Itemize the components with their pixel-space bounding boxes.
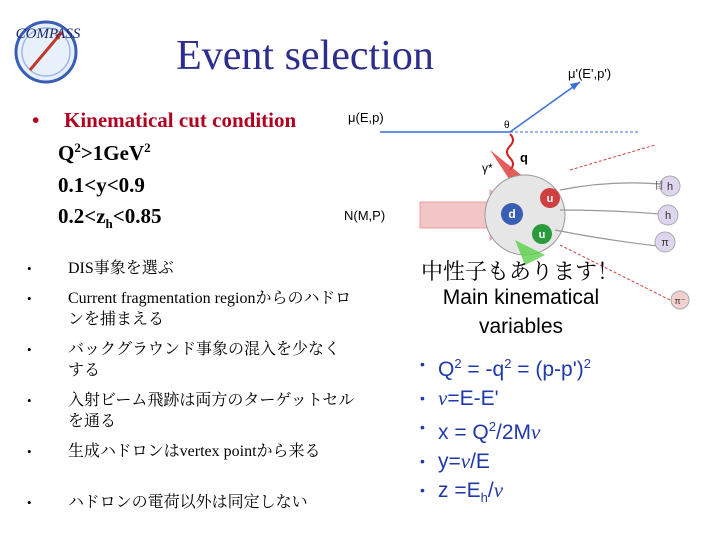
main-variables-heading: Main kinematical variables	[442, 286, 600, 338]
pion-label: π	[661, 237, 669, 249]
kinematic-heading-text: Kinematical cut condition	[64, 108, 297, 132]
mu-out-label: μ'(E',p')	[568, 66, 612, 81]
side-note: 中性子もあります！	[421, 260, 620, 285]
hadron-h2-label: h	[664, 210, 672, 222]
list-item: • $Q^2 = -q^2 = (p-p')^2$	[420, 356, 591, 381]
list-item: • バックグラウンド事象の混入を少なくする	[27, 341, 341, 379]
list-item: • DIS事象を選ぶ	[27, 260, 174, 277]
pion-minus-label: π⁻	[674, 296, 686, 306]
quark-u1-label: u	[546, 193, 554, 205]
main-variables-list	[420, 350, 591, 512]
outgoing-muon-line	[510, 82, 580, 132]
gamma-label: γ*	[482, 161, 493, 175]
logo-text: COMPASS	[15, 26, 81, 42]
compass-logo-icon	[8, 8, 88, 88]
list-item: • Current fragmentation regionからのハドロンを捕まえる	[27, 290, 352, 328]
condition-q2: $Q^2>1GeV^2$	[58, 140, 151, 165]
list-item: • $z =E_h/v$	[420, 478, 504, 506]
notes-list	[25, 258, 355, 513]
condition-y: 0.1<y<0.9	[58, 173, 145, 197]
kinematic-heading	[32, 108, 296, 133]
fragment-label: 目	[654, 181, 664, 192]
list-item: • ハドロンの電荷以外は同定しない	[27, 494, 308, 511]
list-item: • v=E-E'	[420, 386, 499, 410]
theta-label: θ	[504, 120, 510, 131]
compass-logo	[8, 8, 88, 88]
mu-in-label: μ(E,p)	[348, 110, 384, 125]
quark-u2-label: u	[538, 229, 546, 241]
q-label: q	[520, 150, 528, 165]
slide-title: Event selection	[176, 33, 434, 79]
condition-zh: $0.2<z_h<0.85$	[58, 204, 162, 232]
nucleon-sphere	[485, 175, 565, 255]
list-item: • 入射ビーム飛跡は両方のターゲットセルを通る	[27, 392, 355, 430]
list-item: • 生成ハドロンはvertex pointから来る	[27, 443, 321, 460]
list-item: • y=v/E	[420, 449, 490, 473]
quark-d-label: d	[508, 207, 516, 221]
bullet: •	[32, 108, 40, 132]
hadron-h1-label: h	[666, 181, 674, 193]
list-item: • $x = Q^2/2Mv$	[420, 419, 541, 444]
nucleon-label: N(M,P)	[344, 208, 386, 223]
